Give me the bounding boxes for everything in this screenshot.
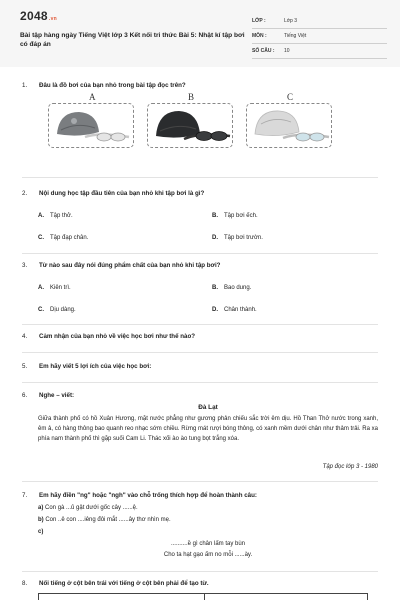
answer-option-b[interactable]	[212, 285, 251, 291]
logo-text: 2048	[20, 9, 48, 23]
fill-text: Con gà ...ủ gật dưới gốc cây ......ệ.	[45, 505, 138, 511]
metadata-table	[252, 14, 387, 59]
question-number: 1.	[22, 82, 28, 89]
question-number: 7.	[22, 492, 28, 499]
answer-option-d[interactable]	[212, 235, 263, 241]
fill-line-b	[38, 517, 171, 523]
swim-gear-option-a[interactable]	[48, 103, 134, 148]
option-letter: D.	[212, 307, 218, 313]
divider	[22, 253, 378, 254]
meta-value: 10	[284, 48, 290, 54]
option-text: Tập thở.	[50, 213, 73, 219]
option-letter: D.	[212, 235, 218, 241]
swim-gear-option-c[interactable]	[246, 103, 332, 148]
fill-label: b)	[38, 517, 44, 523]
poem-line-1: ..........ề gì chân lấm tay bùn	[170, 541, 246, 547]
divider	[22, 571, 378, 572]
answer-option-c[interactable]	[38, 307, 76, 313]
question-text: Từ nào sau đây nói đúng phẩm chất của bạn nhỏ khi tập bơi?	[39, 262, 221, 269]
meta-value: Lớp 3	[284, 18, 298, 24]
meta-key: SỐ CÂU :	[252, 48, 275, 54]
meta-value: Tiếng Việt	[284, 33, 307, 39]
logo-suffix: .vn	[48, 16, 58, 22]
option-letter: C.	[38, 307, 44, 313]
site-logo[interactable]	[20, 9, 57, 23]
table-column-divider	[204, 594, 205, 600]
answer-option-a[interactable]	[38, 285, 71, 291]
option-letter: A.	[38, 285, 44, 291]
matching-table	[38, 593, 368, 600]
passage-title: Đà Lạt	[198, 404, 218, 411]
fill-line-a	[38, 505, 138, 511]
answer-option-a[interactable]	[38, 213, 73, 219]
divider	[22, 382, 378, 383]
question-text: Nghe – viết:	[39, 392, 75, 399]
option-text: Tập bơi ếch.	[224, 213, 258, 219]
meta-row-count	[252, 44, 387, 59]
fill-line-c	[38, 529, 43, 535]
option-letter: C.	[38, 235, 44, 241]
question-number: 8.	[22, 580, 28, 587]
cap-and-goggles-icon	[49, 104, 135, 149]
option-text: Tập đạp chân.	[50, 235, 89, 241]
answer-option-c[interactable]	[38, 235, 88, 241]
question-text: Nội dung học tập đầu tiên của bạn nhỏ khi tập bơi là gì?	[39, 190, 205, 197]
meta-row-class	[252, 14, 387, 29]
option-letter: B.	[212, 285, 218, 291]
image-label-a: A	[89, 92, 96, 102]
answer-option-b[interactable]	[212, 213, 258, 219]
question-text: Em hãy viết 5 lợi ích của việc học bơi:	[39, 363, 152, 370]
option-text: Tập bơi trườn.	[224, 235, 263, 241]
divider	[22, 324, 378, 325]
meta-key: LỚP :	[252, 18, 266, 24]
option-text: Bao dung.	[224, 285, 252, 291]
option-letter: B.	[212, 213, 218, 219]
option-text: Chân thành.	[224, 307, 257, 313]
question-text: Nối tiếng ở cột bên trái với tiếng ở cột bên phải để tạo từ.	[39, 580, 209, 587]
question-number: 3.	[22, 262, 28, 269]
option-text: Kiên trì.	[50, 285, 71, 291]
question-text: Cảm nhận của bạn nhỏ về việc học bơi như thế nào?	[39, 333, 196, 340]
question-number: 4.	[22, 333, 28, 340]
question-number: 6.	[22, 392, 28, 399]
question-number: 2.	[22, 190, 28, 197]
document-header	[0, 0, 400, 67]
fill-label: c)	[38, 529, 44, 535]
image-label-c: C	[287, 92, 294, 102]
meta-key: MÔN :	[252, 33, 267, 39]
document-title: Bài tập hàng ngày Tiếng Việt lớp 3 Kết nối tri thức Bài 5: Nhật kí tập bơi có đáp án	[20, 32, 245, 48]
divider	[22, 481, 378, 482]
image-label-b: B	[188, 92, 195, 102]
option-letter: A.	[38, 213, 44, 219]
passage-text: Giữa thành phố có hồ Xuân Hương, mặt nước phẳng như gương phản chiếu sắc trời êm dịu. Hồ Than Thở nước trong xanh, êm ả, có hàng thông bao quanh reo nhạc sớm chiều. Rừng mát rượi bóng thông, có xanh mềm dưới chân như thảm trải. Ra xa phía nam thành phố thì gặp suối Cam Li. Thác xối ào ào tung bọt trắng xóa.	[38, 416, 378, 442]
option-text: Dịu dàng.	[50, 307, 76, 313]
divider	[22, 177, 378, 178]
meta-row-subject	[252, 29, 387, 44]
cap-and-goggles-icon	[247, 104, 333, 149]
question-number: 5.	[22, 363, 28, 370]
divider	[22, 352, 378, 353]
fill-label: a)	[38, 505, 44, 511]
poem-line-2: Cho ta hạt gạo ấm no mỗi ......ày.	[163, 552, 253, 558]
question-text: Đâu là đồ bơi của bạn nhỏ trong bài tập đọc trên?	[39, 82, 186, 89]
answer-option-d[interactable]	[212, 307, 257, 313]
swim-gear-option-b[interactable]	[147, 103, 233, 148]
question-text: Em hãy điền "ng" hoặc "ngh" vào chỗ trống thích hợp để hoàn thành câu:	[39, 492, 257, 499]
fill-text: Con ..ê con ....iêng đôi mắt ......ây thơ nhìn mẹ.	[45, 517, 171, 523]
cap-and-goggles-icon	[148, 104, 234, 149]
passage-source: Tập đọc lớp 3 - 1980	[322, 464, 378, 470]
